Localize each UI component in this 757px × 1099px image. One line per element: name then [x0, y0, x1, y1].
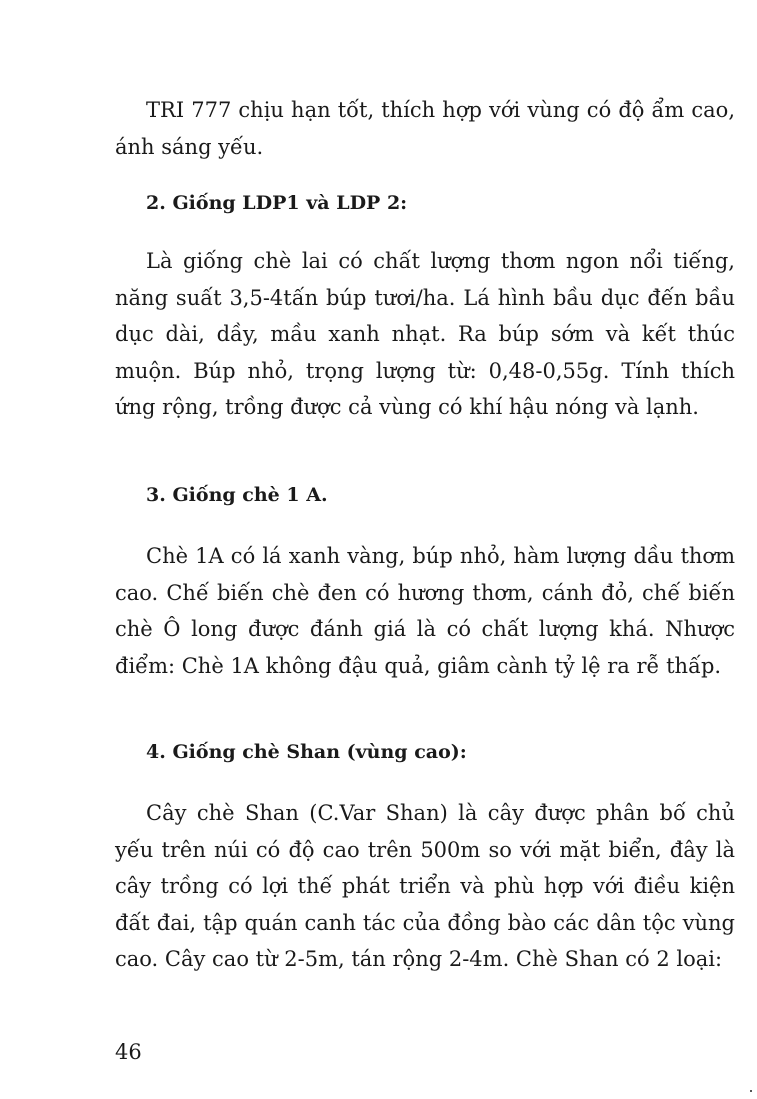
heading-ldp1-ldp2: 2. Giống LDP1 và LDP 2: — [146, 192, 408, 214]
paragraph-tri-777: TRI 777 chịu hạn tốt, thích hợp với vùng có độ ẩm cao, ánh sáng yếu. — [115, 98, 735, 159]
paragraph-che-shan: Cây chè Shan (C.Var Shan) là cây được phân bố chủ yếu trên núi có độ cao trên 500m so với mặt biển, đây là cây trồng có lợi thế phát triển và phù hợp với điều kiện đất đai, tập quán canh tác của đồng bào các dân tộc vùng cao. Cây cao từ 2-5m, tán rộng 2-4m. Chè Shan có 2 loại: — [115, 801, 735, 971]
page-number: 46 — [115, 1040, 142, 1064]
scan-edge-mark — [750, 1090, 752, 1092]
heading-che-1a: 3. Giống chè 1 A. — [146, 484, 328, 506]
paragraph-ldp: Là giống chè lai có chất lượng thơm ngon nổi tiếng, năng suất 3,5-4tấn búp tươi/ha. Lá hình bầu dục đến bầu dục dài, dầy, mầu xanh nhạt. Ra búp sớm và kết thúc muộn. Búp nhỏ, trọng lượng từ: 0,48-0,55g. Tính thích ứng rộng, trồng được cả vùng có khí hậu nóng và lạnh. — [115, 249, 735, 419]
paragraph-che-1a: Chè 1A có lá xanh vàng, búp nhỏ, hàm lượng dầu thơm cao. Chế biến chè đen có hương thơm, cánh đỏ, chế biến chè Ô long được đánh giá là có chất lượng khá. Nhược điểm: Chè 1A không đậu quả, giâm cành tỷ lệ ra rễ thấp. — [115, 544, 735, 678]
heading-che-shan: 4. Giống chè Shan (vùng cao): — [146, 741, 467, 763]
